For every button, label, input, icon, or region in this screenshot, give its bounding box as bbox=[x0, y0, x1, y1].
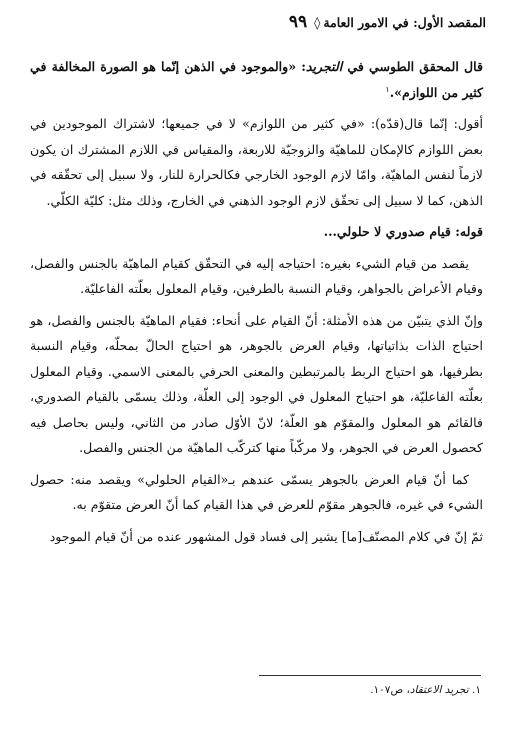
footnote-book-title: تجريد الاعتقاد bbox=[409, 684, 469, 696]
paragraph-text: يقصد من قيام الشيء بغيره: احتياجه إليه في التحقّق كقيام الماهيّة بالجنس والفصل، وقيام الأعراض بالجواهر، وقيام النسبة بالطرفين، وقيام المعلول بعلّته الفاعليّة. bbox=[30, 255, 483, 296]
section-title: المقصد الأول: في الامور العامة bbox=[323, 14, 486, 30]
paragraph-examples bbox=[30, 308, 483, 461]
paragraph-hululi bbox=[30, 467, 483, 518]
footnote-marker: ١ bbox=[385, 84, 390, 94]
paragraph-text: أقول: إنّما قال(قدّه): «في كثير من اللوازم» لا في جميعها؛ لاشتراك الموجودين في بعض اللوازم كالإمكان للماهيّة والزوجيّة للاربعة، والمقياس في اللازم المشترك ان يكون لازماً لنفس الماهيّة، وامّا لازم الوجود الخارجي فكالحرارة للنار، ولا سبيل إلى تحقّقه في الذهن، كما لا سبيل إلى تحقّق لازم الوجود الذهني في الخارج، وذلك مثل: كليّة الكلّي. bbox=[30, 116, 483, 208]
page-number: ٩٩ bbox=[288, 12, 308, 32]
paragraph-quote bbox=[30, 54, 483, 105]
paragraph-text: : «والموجود في الذهن إنّما هو الصورة المخالفة في كثير من اللوازم». bbox=[30, 59, 483, 100]
footnote-page: ، ص١٠٧. bbox=[370, 684, 410, 696]
footnote-number: ١. bbox=[472, 684, 481, 696]
running-header bbox=[240, 10, 486, 34]
book-title: التجريد bbox=[305, 59, 343, 74]
footnote bbox=[30, 683, 481, 697]
paragraph-text: قال المحقق الطوسي في bbox=[342, 59, 483, 74]
footnote-divider bbox=[259, 675, 481, 676]
paragraph-definition bbox=[30, 251, 483, 302]
paragraph-text: قوله: قيام صدوري لا حلولي... bbox=[323, 224, 483, 239]
body-text bbox=[30, 54, 483, 555]
paragraph-text: وإنّ الذي يتبيّن من هذه الأمثلة: أنّ القيام على أنحاء: فقيام الماهيّة بالجنس والفصل، هو احتياج الذات بذاتياتها، وقيام العرض بالجوهر، هو احتياج الحالّ بمحلّه، وقيام النسبة بطرفيها، هو احتياج الربط بالمرتبطين والمعنى الحرفي بالمعنى الاسمي. وقيام المعلول بعلّته الفاعليّة، هو احتياج المعلول في الوجود إلى العلّة، وذلك يسمّى بالقيام الصدوري، فالقائم هو المعلول والمقوّم هو العلّة؛ لانّ الأوّل صادر من الثاني، وليس بحاصل فيه كحصول العرض في الجوهر، ولا مركّباً منها كتركّب الماهيّة من الجنس والفصل. bbox=[30, 312, 483, 455]
paragraph-text: كما أنّ قيام العرض بالجوهر يسمّى عندهم بـ«القيام الحلولي» ويقصد منه: حصول الشيء في غيره، فالجوهر مقوّم للعرض في هذا القيام كما أنّ العرض متقوّم به. bbox=[30, 471, 483, 512]
paragraph-continuation bbox=[30, 524, 483, 550]
paragraph-text: ثمّ إنّ في كلام المصنّف[ما] يشير إلى فساد قول المشهور عنده من أنّ قيام الموجود bbox=[49, 528, 483, 544]
paragraph-heading bbox=[30, 219, 483, 245]
separator-glyph: ◊ bbox=[314, 14, 321, 30]
paragraph-commentary bbox=[30, 111, 483, 213]
